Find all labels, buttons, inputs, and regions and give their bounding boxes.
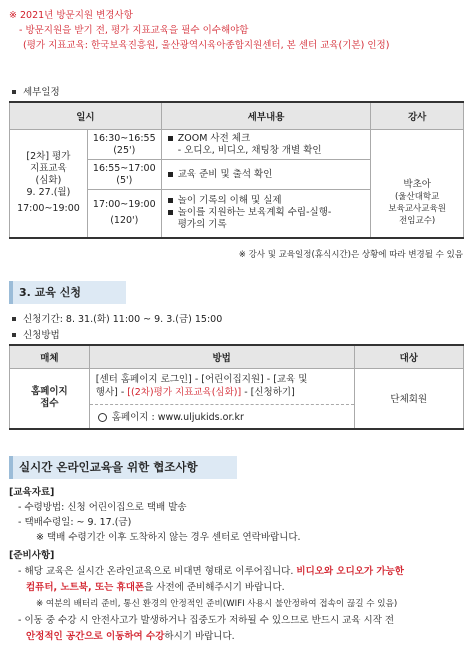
date-cell: [2차] 평가 지표교육 (심화) 9. 27.(월) 17:00~19:00 — [10, 130, 88, 238]
schedule-label: 세부일정 — [12, 84, 60, 98]
apply-method-label: 신청방법 — [12, 327, 60, 341]
time-cell: 17:00~19:00 (120') — [87, 190, 161, 238]
prep-title: [준비사항] — [9, 550, 55, 561]
bullet-icon — [168, 172, 173, 177]
circle-bullet-icon — [98, 413, 107, 422]
content-cell: 놀이 기록의 이해 및 실제 놀이를 지원하는 보육계획 수립-실행- 평가의 기록 — [161, 190, 371, 238]
prep-line-1: - 해당 교육은 실시간 온라인교육으로 비대면 형태로 이루어집니다. 비디오와 오디오가 가능한 — [18, 566, 404, 577]
materials-title: [교육자료] — [9, 487, 55, 498]
notice-line-2: (평가 지표교육: 한국보육진흥원, 울산광역시육아종합지원센터, 본 센터 교육(기본) 인정) — [23, 40, 390, 51]
prep-note: ※ 여분의 배터리 준비, 통신 환경의 안정적인 준비(WIFI 사용시 불안정하여 접속이 끊길 수 있음) — [36, 599, 398, 609]
prep-line-2: 컴퓨터, 노트북, 또는 휴대폰을 사전에 준비해주시기 바랍니다. — [26, 582, 285, 593]
notice-box — [9, 8, 464, 53]
col-header-method: 방법 — [89, 345, 354, 369]
method-cell: [센터 홈페이지 로그인] - [어린이집지원] - [교육 및 행사] - [(2차)평가 지표교육(심화)] - [신청하기] 홈페이지 : www.uljukids.or.kr — [89, 369, 354, 429]
schedule-table — [9, 101, 464, 239]
apply-period: 신청기간: 8. 31.(화) 11:00 ~ 9. 3.(금) 15:00 — [12, 311, 222, 325]
bullet-icon — [12, 317, 16, 321]
time-cell: 16:30~16:55 (25') — [87, 130, 161, 160]
notice-line-1: - 방문지원을 받기 전, 평가 지표교육을 필수 이수해야함 — [19, 25, 249, 36]
col-header-target: 대상 — [354, 345, 463, 369]
content-cell: ZOOM 사전 체크 - 오디오, 비디오, 채팅창 개별 확인 — [161, 130, 371, 160]
materials-line-2: - 택배수령일: ~ 9. 17.(금) — [18, 517, 132, 528]
bullet-icon — [12, 90, 16, 94]
col-header-content: 세부내용 — [161, 102, 371, 130]
prep-line-5: 안정적인 공간으로 이동하여 수강하시기 바랍니다. — [26, 631, 235, 642]
homepage-line — [90, 405, 354, 427]
bullet-icon — [168, 210, 173, 215]
homepage-link[interactable]: 홈페이지 : www.uljukids.or.kr — [111, 412, 244, 424]
materials-line-1: - 수령방법: 신청 어린이집으로 택배 발송 — [18, 502, 187, 513]
section-title-apply: 3. 교육 신청 — [9, 281, 126, 304]
course-link[interactable]: [(2차)평가 지표교육(심화)] — [127, 387, 242, 399]
target-cell: 단체회원 — [354, 369, 463, 429]
bullet-icon — [168, 198, 173, 203]
col-header-instructor: 강사 — [371, 102, 464, 130]
method-table — [9, 344, 464, 430]
col-header-media: 매체 — [10, 345, 90, 369]
instructor-cell: 박초아 (울산대학교 보육교사교육원 전임교수) — [371, 130, 464, 238]
bullet-icon — [12, 333, 16, 337]
prep-line-4: - 이동 중 수강 시 안전사고가 발생하거나 집중도가 저하될 수 있으므로 반드시 교육 시작 전 — [18, 615, 395, 626]
materials-note: ※ 택배 수령기간 이후 도착하지 않는 경우 센터로 연락바랍니다. — [36, 532, 301, 543]
notice-title: ※ 2021년 방문지원 변경사항 — [9, 10, 133, 21]
content-cell: 교육 준비 및 출석 확인 — [161, 160, 371, 190]
col-header-datetime: 일시 — [10, 102, 162, 130]
media-cell: 홈페이지 접수 — [10, 369, 90, 429]
schedule-note: ※ 강사 및 교육일정(휴식시간)은 상황에 따라 변경될 수 있음 — [238, 250, 463, 260]
section-title-cooperation: 실시간 온라인교육을 위한 협조사항 — [9, 456, 237, 479]
bullet-icon — [168, 136, 173, 141]
time-cell: 16:55~17:00 (5') — [87, 160, 161, 190]
